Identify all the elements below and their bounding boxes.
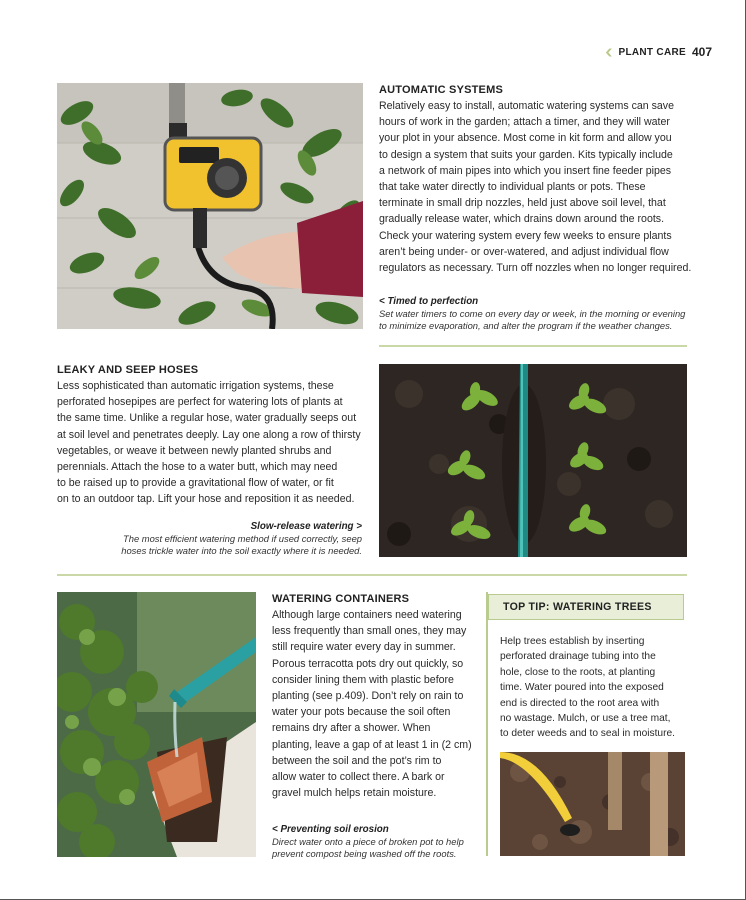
body-leaky-seep-hoses: [57, 378, 369, 508]
text-line: terminate in small drip nozzles, held just above soil level, that: [379, 197, 666, 210]
text-line: to deter weeds and to seal in moisture.: [500, 728, 675, 740]
running-header: [605, 42, 712, 62]
text-line: Relatively easy to install, automatic watering systems can save: [379, 100, 674, 112]
caption-title: < Preventing soil erosion: [272, 824, 389, 835]
text-line: still require water every day in summer.: [272, 641, 456, 654]
text-line: regulators as necessary. Turn off nozzles when no longer required.: [379, 262, 692, 275]
text-line: Porous terracotta pots dry out quickly, so: [272, 657, 464, 670]
caption-line: Set water timers to come on every day or week, in the morning or evening: [379, 308, 686, 319]
text-line: consider lining them with plastic before: [272, 673, 454, 686]
text-line: vegetables, or weave it between newly planted shrubs and: [57, 444, 332, 457]
caption-timed-to-perfection: [379, 296, 709, 332]
text-line: perforated hosepipes are perfect for watering lots of plants at: [57, 396, 343, 409]
caption-line: Direct water onto a piece of broken pot to help: [272, 836, 464, 847]
text-line: to design a system that suits your garden. Kits typically include: [379, 148, 673, 161]
text-line: gravel mulch helps retain moisture.: [272, 787, 437, 800]
text-line: water your pots because the soil often: [272, 706, 451, 719]
photo-water-timer: [57, 83, 363, 329]
text-line: Although large containers need watering: [272, 609, 462, 621]
text-line: to be raised up to provide a gravitational flow of water, or fit: [57, 477, 334, 490]
heading-watering-containers: WATERING CONTAINERS: [272, 593, 410, 605]
heading-leaky-seep-hoses: LEAKY AND SEEP HOSES: [57, 364, 199, 376]
text-line: on to an outdoor tap. Lift your hose and reposition it as needed.: [57, 493, 355, 506]
text-line: gradually release water, which drains down around the roots.: [379, 213, 665, 226]
text-line: Check your watering system every few weeks to ensure plants: [379, 229, 672, 242]
page-number: 407: [691, 45, 712, 59]
photo-watering-container: [57, 592, 256, 857]
text-line: aren’t being under- or over-watered, and adjust individual flow: [379, 245, 669, 258]
caption-slow-release-watering: [100, 521, 362, 557]
caption-line: prevent compost being washed off the roots.: [272, 848, 457, 859]
top-tip-title: TOP TIP: WATERING TREES: [503, 601, 652, 613]
text-line: end is directed to the root area with: [500, 697, 660, 709]
chevron-left-icon: ‹‹: [605, 41, 607, 63]
caption-line: The most efficient watering method if used correctly, seep: [123, 533, 362, 544]
text-line: no wastage. Mulch, or use a tree mat,: [500, 713, 671, 725]
divider-rule: [379, 345, 687, 347]
photo-seep-hose: [379, 364, 687, 557]
text-line: between the soil and the pot’s rim to: [272, 754, 442, 767]
caption-preventing-soil-erosion: [272, 824, 482, 860]
text-line: less frequently than small ones, they may: [272, 625, 467, 638]
text-line: hours of work in the garden; attach a timer, and they will water: [379, 116, 670, 129]
top-tip-header: [488, 594, 684, 620]
photo-tree-drainage-tube: [500, 752, 685, 856]
divider-rule: [57, 574, 687, 576]
caption-line: hoses trickle water into the soil exactly where it is needed.: [121, 545, 362, 556]
text-line: allow water to collect there. A bark or: [272, 771, 445, 784]
heading-automatic-systems: AUTOMATIC SYSTEMS: [379, 84, 503, 96]
text-line: planting, leave a gap of at least 1 in (2 cm): [272, 738, 472, 751]
text-line: planting (see p.409). Don’t rely on rain to: [272, 690, 464, 703]
text-line: that take water directly to individual plants or pots. These: [379, 181, 646, 194]
text-line: remains dry after a shower. When: [272, 722, 431, 735]
text-line: the same time. Unlike a regular hose, water gradually seeps out: [57, 412, 357, 425]
text-line: time. Water poured into the exposed: [500, 682, 664, 694]
body-automatic-systems: [379, 98, 699, 276]
caption-title: < Timed to perfection: [379, 296, 479, 307]
text-line: perforated drainage tubing into the: [500, 651, 656, 663]
text-line: Help trees establish by inserting: [500, 636, 645, 647]
text-line: perennials. Attach the hose to a water butt, which may need: [57, 461, 338, 474]
text-line: your plot in your absence. Most come in kit form and allow you: [379, 132, 672, 145]
caption-title: Slow-release watering >: [250, 521, 362, 532]
body-top-tip: [500, 634, 685, 742]
text-line: at soil level and penetrates deeply. Lay one along a row of thirsty: [57, 428, 361, 441]
section-title: PLANT CARE: [618, 46, 686, 58]
text-line: Less sophisticated than automatic irrigation systems, these: [57, 380, 334, 392]
body-watering-containers: [272, 607, 477, 801]
text-line: hole, close to the roots, at planting: [500, 666, 656, 678]
text-line: a network of main pipes into which you insert fine feeder pipes: [379, 164, 672, 177]
caption-line: to minimize evaporation, and alter the program if the weather changes.: [379, 320, 673, 331]
